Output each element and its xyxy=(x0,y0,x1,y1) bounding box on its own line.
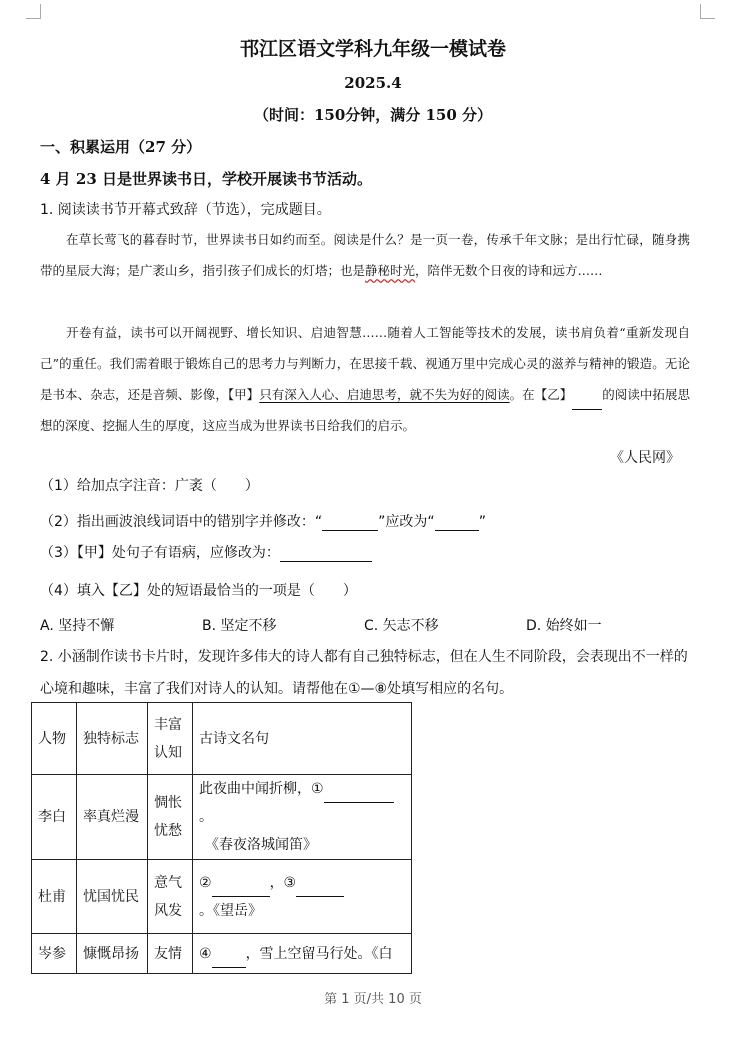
cell-mark: 率真烂漫 xyxy=(77,775,148,860)
marker-jia: 【甲】 xyxy=(227,387,260,402)
paragraph-1-text-b: ，陪伴无数个日夜的诗和远方…… xyxy=(415,263,603,278)
verse-end: 。 xyxy=(199,809,213,825)
exam-date: 2025.4 xyxy=(344,74,402,92)
paragraph-2 xyxy=(40,317,690,441)
cell-person: 岑参 xyxy=(32,934,77,974)
wavy-underlined-word: 静秘时光 xyxy=(365,263,416,278)
marker-yi: 【乙】 xyxy=(534,387,573,402)
cell-verse xyxy=(193,934,412,974)
option-a[interactable]: A. 坚持不懈 xyxy=(40,618,115,634)
verse-text: ② xyxy=(199,874,212,891)
cell-feel: 意气风发 xyxy=(148,860,193,934)
crop-mark-top-left xyxy=(26,4,41,19)
blank-correct-char[interactable] xyxy=(435,516,479,531)
verse-text: 此夜曲中闻折柳，① xyxy=(199,781,324,797)
table-row xyxy=(32,934,412,974)
blank-4[interactable] xyxy=(212,953,246,968)
question-2-line-2: 心境和趣味，丰富了我们对诗人的认知。请帮他在①—⑧处填写相应的名句。 xyxy=(40,681,514,697)
blank-1[interactable] xyxy=(324,788,394,803)
table-row xyxy=(32,775,412,860)
verse-source: 《春夜洛城闻笛》 xyxy=(205,837,317,853)
question-1-3 xyxy=(40,542,372,562)
blank-2[interactable] xyxy=(212,882,270,897)
underlined-sentence: 只有深入人心、启迪思考，就不失为好的阅读 xyxy=(259,387,510,402)
option-c[interactable]: C. 矢志不移 xyxy=(364,618,439,634)
header-person: 人物 xyxy=(32,703,77,775)
question-1-2-text-b: ”应改为“ xyxy=(378,514,435,530)
source-citation: 《人民网》 xyxy=(610,450,680,466)
cell-mark: 慷慨昂扬 xyxy=(77,934,148,974)
question-1-title: 1. 阅读读书节开幕式致辞（节选），完成题目。 xyxy=(40,202,331,218)
table-row xyxy=(32,860,412,934)
question-2-line-1: 2. 小涵制作读书卡片时，发现许多伟大的诗人都有自己独特标志，但在人生不同阶段，会表现出不一样的 xyxy=(40,649,688,665)
paragraph-2-text-a: 开卷有益，读书可以开阔视野、增长知识、启迪智慧……随着人工智能等技术的发展，读书肩负着“重新发现自己”的重任。我们需着眼于锻炼自己的思考力与判断力，在思接千载、视通万里中完成心灵的滋养与精神的锻造。无论是书本、杂志，还是音频、影像， xyxy=(40,325,690,402)
page-title: 邗江区语文学科九年级一模试卷 xyxy=(239,38,506,60)
header-feel: 丰富认知 xyxy=(148,703,193,775)
blank-3[interactable] xyxy=(296,882,344,897)
section-heading: 一、积累运用（27 分） xyxy=(40,138,202,156)
page-footer: 第 1 页/共 10 页 xyxy=(324,992,422,1007)
blank-wrong-char[interactable] xyxy=(322,516,378,531)
poet-table xyxy=(31,702,412,974)
question-1-3-text: （3）【甲】处句子有语病，应修改为： xyxy=(40,545,280,561)
intro-text: 4 月 23 日是世界读书日，学校开展读书节活动。 xyxy=(40,170,372,188)
question-1-1: （1）给加点字注音：广袤（ ） xyxy=(40,478,259,494)
paragraph-1 xyxy=(40,224,690,286)
paragraph-1-text-a: 在草长莺飞的暮春时节，世界读书日如约而至。阅读是什么？是一页一卷，传承千年文脉；是出行忙碌，随身携带的星辰大海；是广袤山乡，指引孩子们成长的灯塔；也是 xyxy=(40,232,690,278)
time-info: （时间：150分钟，满分 150 分） xyxy=(253,106,493,124)
question-1-2-text-a: （2）指出画波浪线词语中的错别字并修改：“ xyxy=(40,514,323,530)
question-1-2-text-c: ” xyxy=(478,514,486,530)
cell-mark: 忧国忧民 xyxy=(77,860,148,934)
header-verse: 古诗文名句 xyxy=(193,703,412,775)
blank-correction[interactable] xyxy=(280,547,372,562)
option-b[interactable]: B. 坚定不移 xyxy=(202,618,277,634)
cell-feel: 友情 xyxy=(148,934,193,974)
paragraph-2-text-b: 。在 xyxy=(509,387,535,402)
cell-verse xyxy=(193,860,412,934)
crop-mark-top-right xyxy=(700,4,715,19)
verse-text: ④ xyxy=(199,945,212,962)
blank-yi[interactable] xyxy=(572,395,602,410)
question-1-4: （4）填入【乙】处的短语最恰当的一项是（ ） xyxy=(40,583,357,599)
option-d[interactable]: D. 始终如一 xyxy=(526,618,602,634)
cell-person: 李白 xyxy=(32,775,77,860)
verse-mid: ，③ xyxy=(269,874,297,891)
question-1-2 xyxy=(40,511,486,531)
table-header-row xyxy=(32,703,412,775)
paragraph-2-text-c: 的阅读中拓展思想的深度、挖掘人生的厚度，这应当成为世界读书日给我们的启示。 xyxy=(40,387,690,433)
cell-person: 杜甫 xyxy=(32,860,77,934)
verse-end: ，雪上空留马行处。《白 xyxy=(245,945,393,962)
verse-end: 。《望岳》 xyxy=(199,902,262,919)
cell-feel: 惆怅忧愁 xyxy=(148,775,193,860)
header-mark: 独特标志 xyxy=(77,703,148,775)
cell-verse xyxy=(193,775,412,860)
